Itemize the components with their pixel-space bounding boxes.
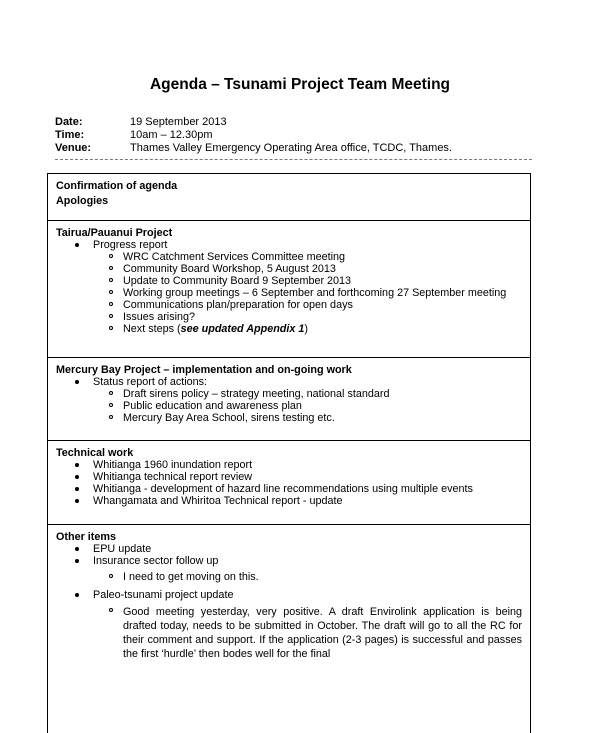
sub-list-item: Community Board Workshop, 5 August 2013 — [56, 263, 522, 275]
sub-list-item: I need to get moving on this. — [56, 571, 522, 583]
sub-list-item: Update to Community Board 9 September 2013 — [56, 275, 522, 287]
meta-value: 19 September 2013 — [130, 116, 227, 128]
sub-list-item: Issues arising? — [56, 311, 522, 323]
section-other-items — [48, 525, 530, 725]
section-tairua-pauanui — [48, 221, 530, 358]
section-confirmation — [48, 174, 530, 221]
list-item: Whitianga - development of hazard line recommendations using multiple events — [56, 483, 522, 495]
section-heading: Technical work — [56, 447, 134, 459]
section-mercury-bay — [48, 358, 530, 441]
agenda-table — [47, 173, 531, 733]
meta-value: 10am – 12.30pm — [130, 129, 213, 141]
list-item: Whangamata and Whiritoa Technical report - update — [56, 495, 522, 507]
page-title: Agenda – Tsunami Project Team Meeting — [149, 76, 451, 93]
section-heading: Tairua/Pauanui Project — [56, 227, 173, 239]
sub-list-item: Working group meetings – 6 September and forthcoming 27 September meeting — [56, 287, 522, 299]
sub-list-item: WRC Catchment Services Committee meeting — [56, 251, 522, 263]
sub-list-item: Public education and awareness plan — [56, 400, 522, 412]
list-item: EPU update — [56, 543, 522, 555]
section-heading: Mercury Bay Project – implementation and on-going work — [56, 364, 352, 376]
meta-label: Date: — [55, 116, 83, 128]
sub-list-item: Good meeting yesterday, very positive. A draft Envirolink application is being drafted today, needs to be submitted in October. The draft will go to all the RC for their comment and support. If the application (2-3 pages) is successful and passes the first ‘hurdle’ then bodes well for the final — [56, 605, 522, 661]
section-heading: Other items — [56, 531, 116, 543]
dashed-divider — [55, 159, 532, 160]
appendix-reference: see updated Appendix 1 — [180, 323, 305, 335]
list-item: Whitianga technical report review — [56, 471, 522, 483]
sub-list-item: Mercury Bay Area School, sirens testing etc. — [56, 412, 522, 424]
list-item: Whitianga 1960 inundation report — [56, 459, 522, 471]
sub-list-item: Communications plan/preparation for open days — [56, 299, 522, 311]
meeting-details — [55, 116, 452, 155]
meta-time — [55, 129, 452, 142]
section-heading: Apologies — [56, 195, 109, 207]
list-item: Status report of actions: — [56, 376, 522, 388]
next-steps-text: Next steps ( — [123, 323, 181, 335]
meta-venue — [55, 142, 452, 155]
section-heading: Confirmation of agenda — [56, 180, 178, 192]
meta-label: Venue: — [55, 142, 92, 154]
section-technical-work — [48, 441, 530, 525]
list-item: Insurance sector follow up — [56, 555, 522, 567]
meta-date — [55, 116, 452, 129]
meta-label: Time: — [55, 129, 85, 141]
meta-value: Thames Valley Emergency Operating Area office, TCDC, Thames. — [130, 142, 452, 154]
sub-list-item-next-steps — [56, 323, 522, 335]
list-item: Progress report — [56, 239, 522, 251]
next-steps-suffix: ) — [304, 323, 309, 335]
sub-list-item: Draft sirens policy – strategy meeting, national standard — [56, 388, 522, 400]
list-item: Paleo-tsunami project update — [56, 589, 522, 601]
